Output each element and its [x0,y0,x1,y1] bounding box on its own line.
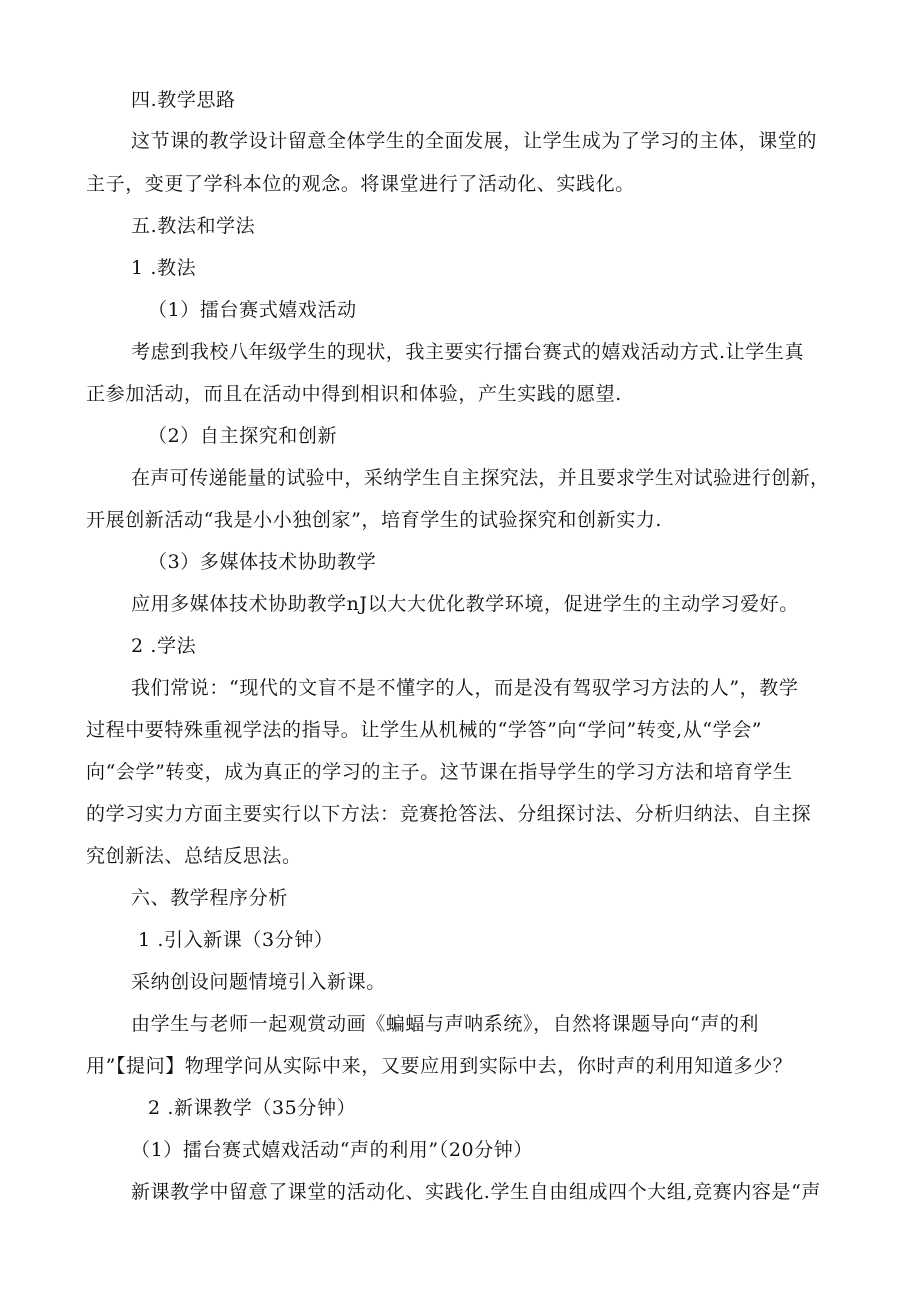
section-4-heading: 四.教学思路 [131,89,236,111]
paragraph-line: 由学生与老师一起观赏动画《蝙蝠与声呐系统》，自然将课题导向“声的利 [131,1013,760,1035]
paragraph-line: 主子，变更了学科本位的观念。将课堂进行了活动化、实践化。 [86,173,635,195]
paragraph-line: 应用多媒体技术协助教学nJ以大大优化教学环境，促进学生的主动学习爱好。 [131,593,799,615]
paragraph-line: 我们常说：“现代的文盲不是不懂字的人，而是没有驾驭学习方法的人”，教学 [131,677,799,699]
paragraph-line: 究创新法、总结反思法。 [86,845,302,867]
s6-subsection-2-heading: 2 .新课教学（35分钟） [148,1097,357,1119]
paragraph-line: 采纳创设问题情境引入新课。 [131,971,386,993]
s6-subsection-1-heading: 1 .引入新课（3分钟） [138,929,334,951]
subsection-1-heading: 1 .教法 [131,257,197,279]
item-2-heading: （2）自主探究和创新 [148,425,338,447]
paragraph-line: 过程中要特殊重视学法的指导。让学生从机械的“学答”向“学问”转变,从“学会” [86,719,763,741]
paragraph-line: 的学习实力方面主要实行以下方法：竞赛抢答法、分组探讨法、分析归纳法、自主探 [86,803,812,825]
paragraph-line: 新课教学中留意了课堂的活动化、实践化.学生自由组成四个大组,竞赛内容是“声 [131,1181,821,1203]
item-1-heading: （1）擂台赛式嬉戏活动 [148,299,357,321]
section-5-heading: 五.教法和学法 [131,215,256,237]
subsection-2-heading: 2 .学法 [131,635,197,657]
paragraph-line: 用”【提问】物理学问从实际中来，又要应用到实际中去，你时声的利用知道多少？ [86,1055,793,1077]
paragraph-line: 在声可传递能量的试验中，采纳学生自主探究法，并且要求学生对试验进行创新， [131,467,830,489]
paragraph-line: 考虑到我校八年级学生的现状，我主要实行擂台赛式的嬉戏活动方式.让学生真 [131,341,805,363]
s6-item-1-heading: （1）擂台赛式嬉戏活动“声的利用”（20分钟） [131,1139,533,1161]
paragraph-line: 开展创新活动“我是小小独创家”，培育学生的试验探究和创新实力. [86,509,663,531]
paragraph-line: 正参加活动，而且在活动中得到相识和体验，产生实践的愿望. [86,383,622,405]
paragraph-line: 向“会学”转变，成为真正的学习的主子。这节课在指导学生的学习方法和培育学生 [86,761,793,783]
section-6-heading: 六、教学程序分析 [131,887,288,909]
paragraph-line: 这节课的教学设计留意全体学生的全面发展，让学生成为了学习的主体，课堂的 [131,130,818,152]
item-3-heading: （3）多媒体技术协助教学 [148,551,377,573]
